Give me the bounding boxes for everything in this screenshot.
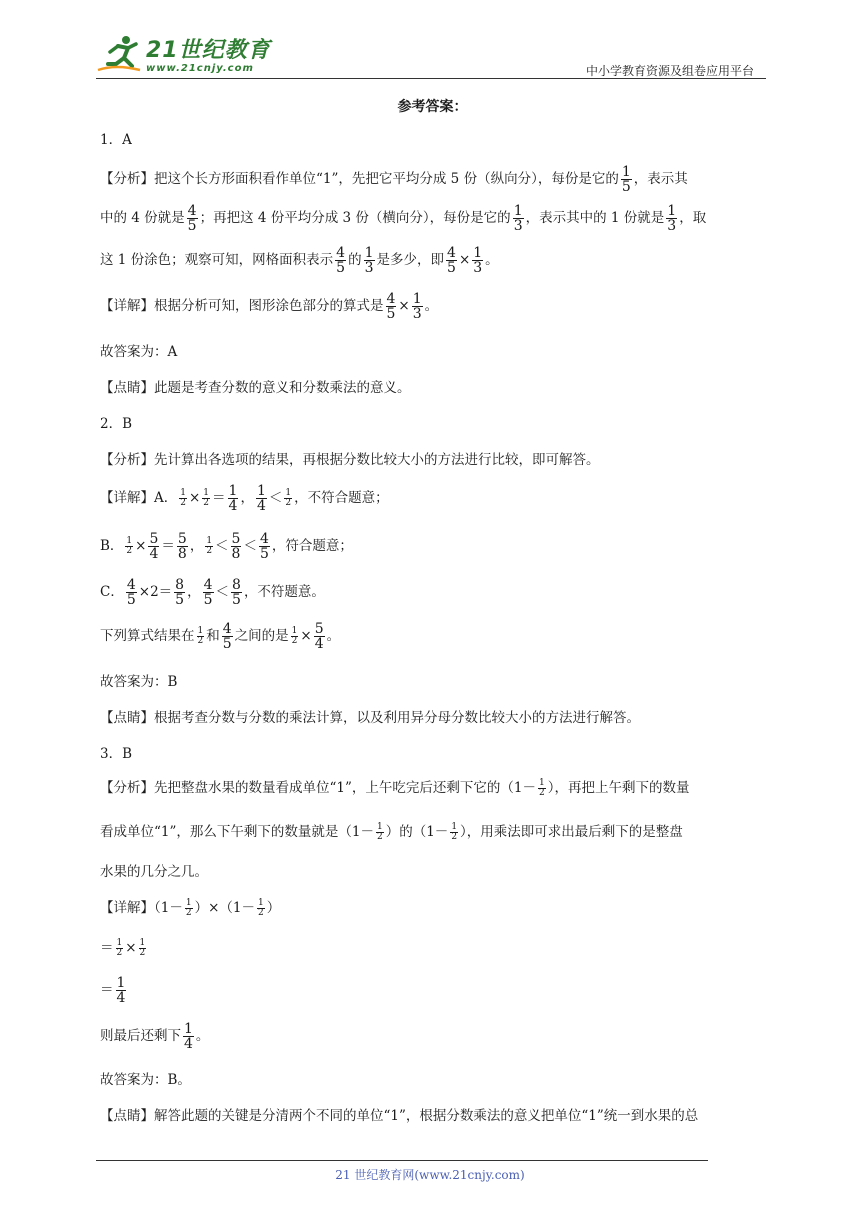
fraction-1-2: $\frac{1}{2}$: [538, 778, 545, 798]
q2-option-b: [100, 526, 765, 566]
fraction-1-2: $\frac{1}{2}$: [451, 822, 458, 842]
fraction-1-3: $\frac{1}{3}$: [412, 291, 422, 322]
equals-sign: ＝: [100, 982, 114, 998]
q3-point-text: 解答此题的关键是分清两个不同的单位“1”，根据分数乘法的意义把单位“1”统一到水果的总: [154, 1108, 699, 1124]
q1-analysis-text: 。: [485, 252, 499, 268]
q3-analysis-text: ），再把上午剩下的数量: [547, 780, 690, 796]
q1-point: [100, 376, 765, 396]
option-result: ，符合题意；: [271, 538, 353, 554]
q3-step-2: [100, 968, 765, 1012]
q1-detail-label: 【详解】: [100, 298, 154, 314]
equals-sign: ＝: [100, 940, 114, 956]
q3-detail-text: ）×（1－: [194, 900, 255, 916]
q3-analysis-text: ）的（1－: [385, 824, 449, 840]
times-sign: ×: [398, 298, 410, 314]
runner-logo-icon: [96, 34, 144, 74]
fraction-1-4: $\frac{1}{4}$: [184, 1021, 193, 1052]
fraction-1-2: $\frac{1}{2}$: [185, 898, 192, 918]
option-label: A．: [154, 490, 178, 506]
q3-detail-text: （1－: [154, 900, 183, 916]
q3-result-text: 则最后还剩下: [100, 1028, 181, 1044]
q1-answer: 故答案为：A: [100, 344, 178, 360]
fraction-5-8: $\frac{5}{8}$: [177, 531, 187, 562]
q2-number: 2．B: [100, 416, 133, 432]
footer-link[interactable]: 21 世纪教育网(www.21cnjy.com): [335, 1168, 525, 1182]
q1-number: 1．A: [100, 132, 132, 148]
less-than-sign: ＜: [268, 490, 283, 506]
option-result: ，不符题意。: [243, 584, 325, 600]
q3-analysis-text: 先把整盘水果的数量看成单位“1”，上午吃完后还剩下它的（1－: [154, 780, 536, 796]
fraction-1-2: $\frac{1}{2}$: [116, 938, 123, 958]
q1-analysis-label: 【分析】: [100, 171, 154, 187]
q1-analysis-text: ，表示其: [633, 171, 688, 187]
fraction-1-3: $\frac{1}{3}$: [473, 245, 483, 276]
q2-point: [100, 706, 765, 726]
fraction-1-3: $\frac{1}{3}$: [667, 203, 677, 234]
fraction-1-2: $\frac{1}{2}$: [139, 938, 146, 958]
q1-analysis-text: ，取: [679, 210, 707, 226]
q3-analysis-label: 【分析】: [100, 780, 154, 796]
times-sign: ×: [135, 538, 147, 554]
q1-analysis-line-3: [100, 240, 765, 280]
fraction-4-5: $\frac{4}{5}$: [447, 245, 456, 276]
q3-analysis-line-3: 水果的几分之几。: [100, 864, 208, 880]
fraction-8-5: $\frac{8}{5}$: [232, 577, 241, 608]
fraction-1-2: $\frac{1}{2}$: [257, 898, 264, 918]
comma: ，: [189, 538, 204, 554]
option-label: C．: [100, 584, 124, 600]
fraction-1-4: $\frac{1}{4}$: [256, 483, 266, 514]
times-sign: ×: [125, 940, 137, 956]
q2-analysis-text: 先计算出各选项的结果，再根据分数比较大小的方法进行比较，即可解答。: [154, 452, 600, 468]
q2-analysis-label: 【分析】: [100, 452, 154, 468]
comma: ，: [187, 584, 201, 600]
q3-analysis-text: ），用乘法即可求出最后剩下的是整盘: [460, 824, 683, 840]
q1-point-text: 此题是考查分数的意义和分数乘法的意义。: [154, 380, 411, 396]
q2-summary: [100, 616, 765, 656]
logo: [96, 34, 271, 74]
header-divider: [96, 78, 766, 79]
equals-sign: ＝: [161, 538, 175, 554]
fraction-4-5: $\frac{4}{5}$: [386, 291, 396, 322]
less-than-sign: ＜: [243, 538, 257, 554]
q3-detail-text: ）: [266, 900, 281, 916]
equals-sign: ＝: [212, 490, 226, 506]
less-than-sign: ＜: [215, 584, 230, 600]
fraction-4-5: $\frac{4}{5}$: [336, 245, 346, 276]
times-sign: ×: [188, 490, 201, 506]
fraction-5-8: $\frac{5}{8}$: [231, 531, 241, 562]
q2-detail-label: 【详解】: [100, 490, 154, 506]
q3-detail-label: 【详解】: [100, 900, 154, 916]
q3-result-text: 。: [195, 1028, 210, 1044]
q1-detail-text: 根据分析可知，图形涂色部分的算式是: [154, 298, 384, 314]
q1-analysis-text: ；再把这 4 份平均分成 3 份（横向分），每份是它的: [199, 210, 511, 226]
logo-url: www.21cnjy.com: [146, 63, 254, 74]
fraction-5-4: $\frac{5}{4}$: [149, 531, 159, 562]
fraction-4-5: $\frac{4}{5}$: [222, 621, 232, 652]
q1-analysis-text: 是多少，即: [376, 252, 445, 268]
q1-analysis-text: 这 1 份涂色；观察可知，网格面积表示: [100, 252, 334, 268]
fraction-1-3: $\frac{1}{3}$: [364, 245, 374, 276]
option-label: B．: [100, 538, 124, 554]
q1-detail: [100, 286, 765, 326]
q1-analysis-line-2: [100, 196, 765, 240]
q1-detail-text: 。: [424, 298, 439, 314]
answer-content: [100, 96, 765, 1124]
fraction-1-2: $\frac{1}{2}$: [203, 488, 210, 508]
q3-answer: 故答案为：B。: [100, 1072, 191, 1088]
q1-analysis-text: ，表示其中的 1 份就是: [525, 210, 665, 226]
fraction-1-2: $\frac{1}{2}$: [197, 626, 204, 646]
fraction-1-4: $\frac{1}{4}$: [116, 975, 126, 1006]
comma: ，: [240, 490, 254, 506]
fraction-1-5: $\frac{1}{5}$: [621, 164, 631, 195]
logo-title: 21世纪教育: [146, 38, 271, 63]
page-title: 参考答案：: [397, 99, 468, 115]
fraction-1-2: $\frac{1}{2}$: [126, 536, 133, 556]
q2-answer: 故答案为：B: [100, 674, 178, 690]
q3-point-label: 【点睛】: [100, 1108, 154, 1124]
fraction-4-5: $\frac{4}{5}$: [187, 203, 197, 234]
fraction-1-2: $\frac{1}{2}$: [376, 822, 383, 842]
q2-summary-text: 。: [326, 628, 341, 644]
fraction-1-3: $\frac{1}{3}$: [513, 203, 523, 234]
q3-point: [100, 1104, 765, 1124]
q2-summary-text: 之间的是: [234, 628, 289, 644]
q3-analysis-line-1: [100, 768, 765, 808]
fraction-1-2: $\frac{1}{2}$: [291, 626, 298, 646]
q3-detail: [100, 888, 765, 928]
footer-divider: [96, 1160, 708, 1161]
q2-summary-text: 和: [206, 628, 220, 644]
fraction-1-2: $\frac{1}{2}$: [180, 488, 186, 508]
fraction-4-5: $\frac{4}{5}$: [126, 577, 136, 608]
q3-analysis-text: 看成单位“1”，那么下午剩下的数量就是（1－: [100, 824, 374, 840]
fraction-1-2: $\frac{1}{2}$: [285, 488, 292, 508]
q3-analysis-line-2: [100, 812, 765, 852]
q1-point-label: 【点睛】: [100, 380, 154, 396]
fraction-4-5: $\frac{4}{5}$: [203, 577, 213, 608]
q2-summary-text: 下列算式结果在: [100, 628, 195, 644]
q1-analysis-text: 的: [348, 252, 362, 268]
q2-option-c: [100, 572, 765, 612]
fraction-1-4: $\frac{1}{4}$: [228, 483, 238, 514]
q2-point-label: 【点睛】: [100, 710, 154, 726]
less-than-sign: ＜: [215, 538, 229, 554]
option-result: ，不符合题意；: [294, 490, 389, 506]
q3-number: 3．B: [100, 746, 133, 762]
q1-analysis-text: 中的 4 份就是: [100, 210, 185, 226]
q1-analysis-line-1: [100, 162, 765, 196]
fraction-5-4: $\frac{5}{4}$: [314, 621, 324, 652]
q2-option-a: [100, 478, 765, 518]
times-sign: ×: [458, 252, 471, 268]
q2-point-text: 根据考查分数与分数的乘法计算，以及利用异分母分数比较大小的方法进行解答。: [154, 710, 640, 726]
times-two: ×2＝: [138, 584, 173, 600]
q3-result: [100, 1014, 765, 1058]
times-sign: ×: [300, 628, 312, 644]
platform-name: 中小学教育资源及组卷应用平台: [585, 64, 754, 78]
page-header: [96, 28, 766, 80]
q2-analysis: [100, 448, 765, 468]
fraction-1-2: $\frac{1}{2}$: [206, 536, 213, 556]
fraction-4-5: $\frac{4}{5}$: [259, 531, 269, 562]
q3-step-1: [100, 930, 765, 966]
q1-analysis-text: 把这个长方形面积看作单位“1”，先把它平均分成 5 份（纵向分），每份是它的: [154, 171, 619, 187]
fraction-8-5: $\frac{8}{5}$: [175, 577, 185, 608]
